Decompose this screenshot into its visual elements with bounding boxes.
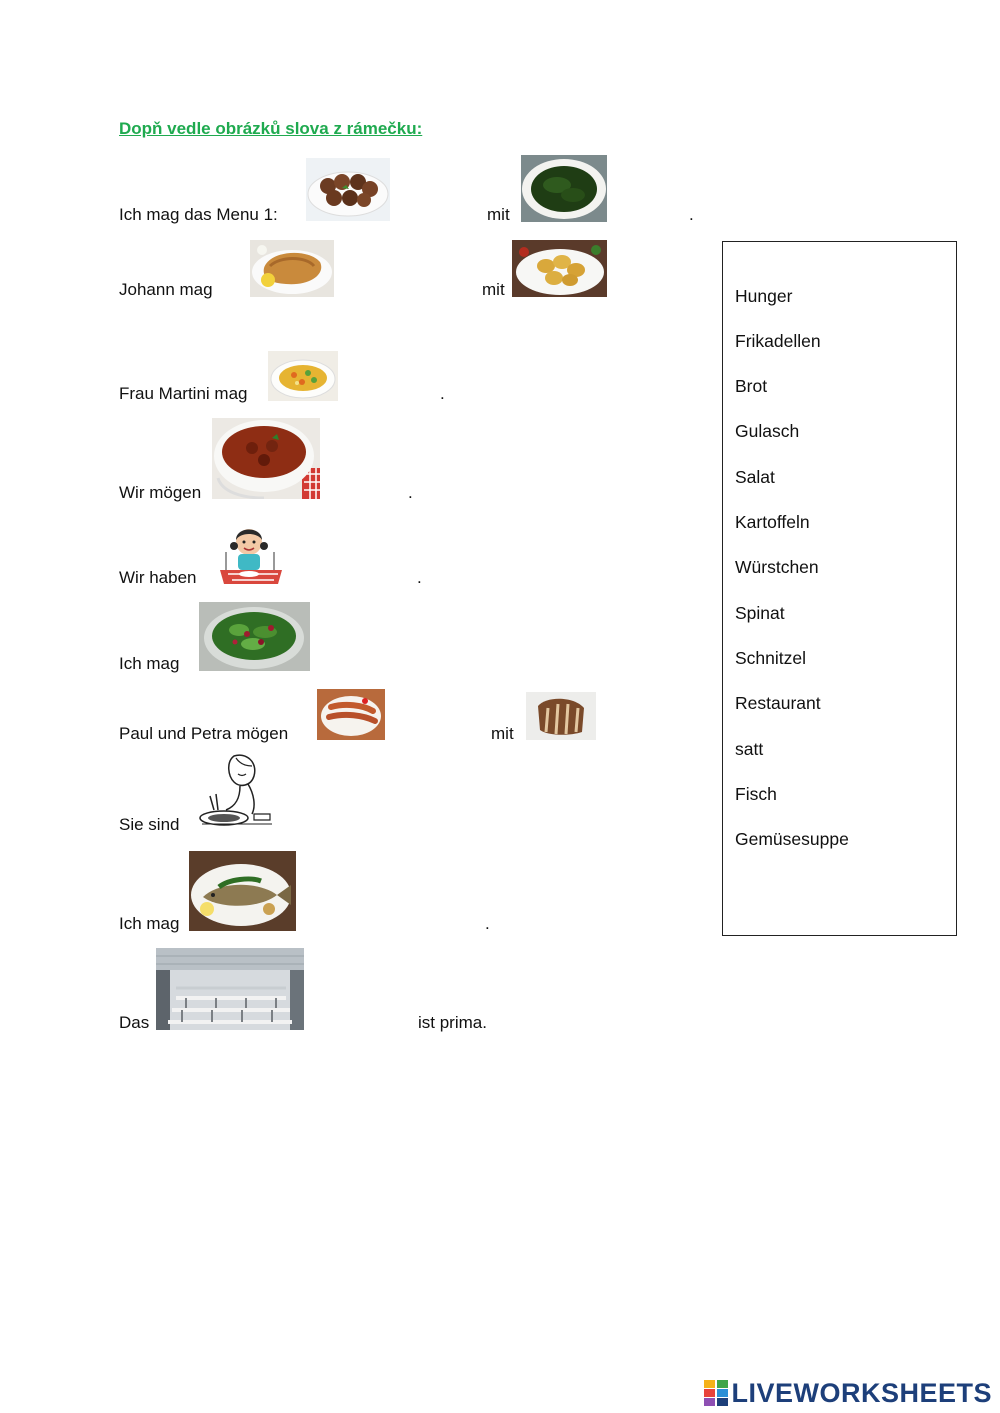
- word-wuerstchen[interactable]: Würstchen: [735, 557, 819, 577]
- sentence-4-start: Wir mögen: [119, 483, 202, 502]
- sentence-8-start: Sie sind: [119, 815, 180, 834]
- sentence-2-start: Johann mag: [119, 280, 213, 299]
- gulasch-image: [212, 418, 320, 499]
- salat-image: [199, 602, 310, 671]
- sentence-7-mit: mit: [491, 724, 514, 743]
- word-restaurant[interactable]: Restaurant: [735, 693, 821, 713]
- spinat-image: [521, 155, 607, 222]
- sentence-4-end: .: [408, 483, 413, 502]
- word-frikadellen[interactable]: Frikadellen: [735, 331, 821, 351]
- word-gulasch[interactable]: Gulasch: [735, 421, 800, 441]
- sentence-7-start: Paul und Petra mögen: [119, 724, 289, 743]
- sentence-5-end: .: [417, 568, 422, 587]
- sentence-1-mit: mit: [487, 205, 510, 224]
- instruction-heading: Dopň vedle obrázků slova z rámečku:: [119, 119, 423, 138]
- logo-text: LIVEWORKSHEETS: [731, 1377, 992, 1408]
- word-brot[interactable]: Brot: [735, 376, 768, 396]
- word-kartoffeln[interactable]: Kartoffeln: [735, 512, 810, 532]
- sentence-1-end: .: [689, 205, 694, 224]
- frikadellen-image: [306, 158, 390, 221]
- sentence-9-end: .: [485, 914, 490, 933]
- full-child-image: [196, 748, 278, 830]
- word-spinat[interactable]: Spinat: [735, 603, 785, 623]
- word-salat[interactable]: Salat: [735, 467, 775, 487]
- word-satt[interactable]: satt: [735, 739, 764, 759]
- word-fisch[interactable]: Fisch: [735, 784, 777, 804]
- sentence-2-mit: mit: [482, 280, 505, 299]
- hungry-girl-image: [218, 522, 284, 584]
- word-hunger[interactable]: Hunger: [735, 286, 793, 306]
- sentence-1-start: Ich mag das Menu 1:: [119, 205, 278, 224]
- kartoffeln-image: [512, 240, 607, 297]
- liveworksheets-logo: [704, 1377, 992, 1409]
- restaurant-image: [156, 948, 304, 1030]
- sentence-10-end: ist prima.: [418, 1013, 487, 1032]
- sentence-6-start: Ich mag: [119, 654, 180, 673]
- word-gemuesesuppe[interactable]: Gemüsesuppe: [735, 829, 849, 849]
- gemuesesuppe-image: [268, 351, 338, 401]
- sentence-10-start: Das: [119, 1013, 150, 1032]
- logo-mark-icon: [704, 1380, 728, 1406]
- word-box: [722, 241, 957, 936]
- sentence-3-end: .: [440, 384, 445, 403]
- fisch-image: [189, 851, 296, 931]
- sentence-5-start: Wir haben: [119, 568, 197, 587]
- wuerstchen-image: [317, 689, 385, 740]
- word-schnitzel[interactable]: Schnitzel: [735, 648, 807, 668]
- brot-image: [526, 692, 596, 740]
- sentence-9-start: Ich mag: [119, 914, 180, 933]
- sentence-3-start: Frau Martini mag: [119, 384, 248, 403]
- schnitzel-image: [250, 240, 334, 297]
